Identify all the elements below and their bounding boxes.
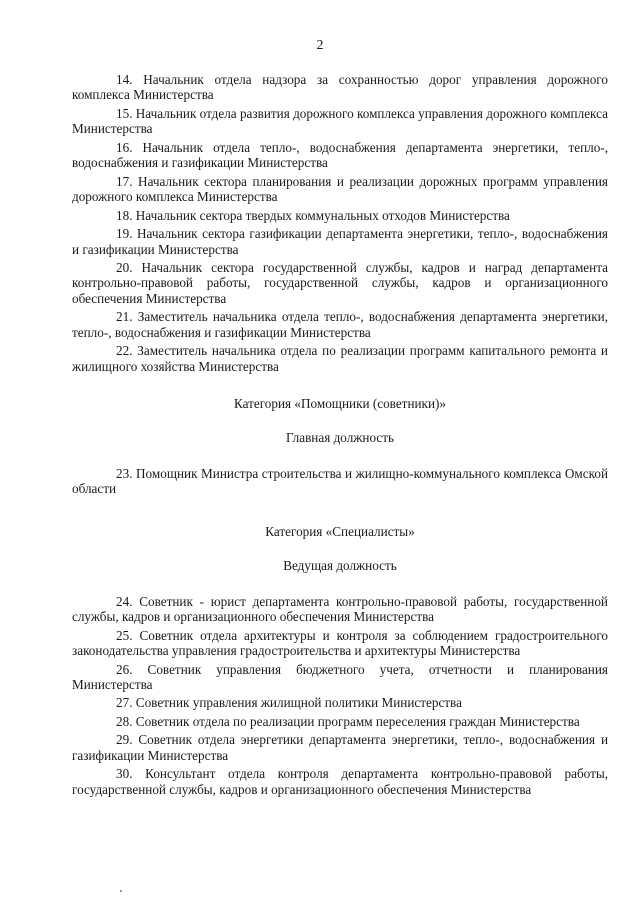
rank-heading-main: Главная должность: [286, 429, 394, 445]
list-item: 16. Начальник отдела тепло-, водоснабжения департамента энергетики, тепло-, водоснабжения и газификации Министерства: [72, 139, 608, 171]
document-body: [72, 72, 608, 800]
category-heading-assistants: Категория «Помощники (советники)»: [233, 396, 447, 412]
list-item: 18. Начальник сектора твердых коммунальных отходов Министерства: [116, 207, 510, 223]
list-item: 17. Начальник сектора планирования и реализации дорожных программ управления дорожного комплекса Министерства: [72, 173, 608, 205]
list-item: 27. Советник управления жилищной политики Министерства: [116, 695, 462, 711]
list-item: 14. Начальник отдела надзора за сохранностью дорог управления дорожного комплекса Министерства: [72, 72, 608, 103]
list-item: 29. Советник отдела энергетики департамента энергетики, тепло-, водоснабжения и газификации Министерства: [72, 732, 608, 763]
list-item: 30. Консультант отдела контроля департамента контрольно-правовой работы, государственной службы, кадров и организационного обеспечения Министерства: [72, 766, 608, 797]
list-item: 21. Заместитель начальника отдела тепло-, водоснабжения департамента энергетики, тепло-, водоснабжения и газификации Министерства: [72, 309, 608, 340]
category-heading-specialists: Категория «Специалисты»: [265, 523, 415, 539]
page-number: 2: [316, 38, 324, 53]
list-item: 23. Помощник Министра строительства и жилищно-коммунального комплекса Омской области: [72, 465, 608, 497]
rank-heading-leading: Ведущая должность: [283, 558, 397, 574]
list-item: 20. Начальник сектора государственной службы, кадров и наград департамента контрольно-правовой работы, государственной службы, кадров и организационного обеспечения Министерства: [72, 260, 608, 306]
list-item: 24. Советник - юрист департамента контрольно-правовой работы, государственной службы, кадров и организационного обеспечения Министерства: [72, 593, 608, 625]
scan-speck: [120, 890, 122, 892]
list-item: 28. Советник отдела по реализации программ переселения граждан Министерства: [116, 713, 580, 729]
list-item: 19. Начальник сектора газификации департамента энергетики, тепло-, водоснабжения и газификации Министерства: [72, 226, 608, 257]
list-item: 25. Советник отдела архитектуры и контроля за соблюдением градостроительного законодательства управления градостроительства и архитектуры Министерства: [72, 627, 608, 658]
list-item: 15. Начальник отдела развития дорожного комплекса управления дорожного комплекса Министерства: [72, 105, 608, 137]
list-item: 22. Заместитель начальника отдела по реализации программ капитального ремонта и жилищного хозяйства Министерства: [72, 343, 608, 374]
list-item: 26. Советник управления бюджетного учета, отчетности и планирования Министерства: [72, 661, 608, 692]
